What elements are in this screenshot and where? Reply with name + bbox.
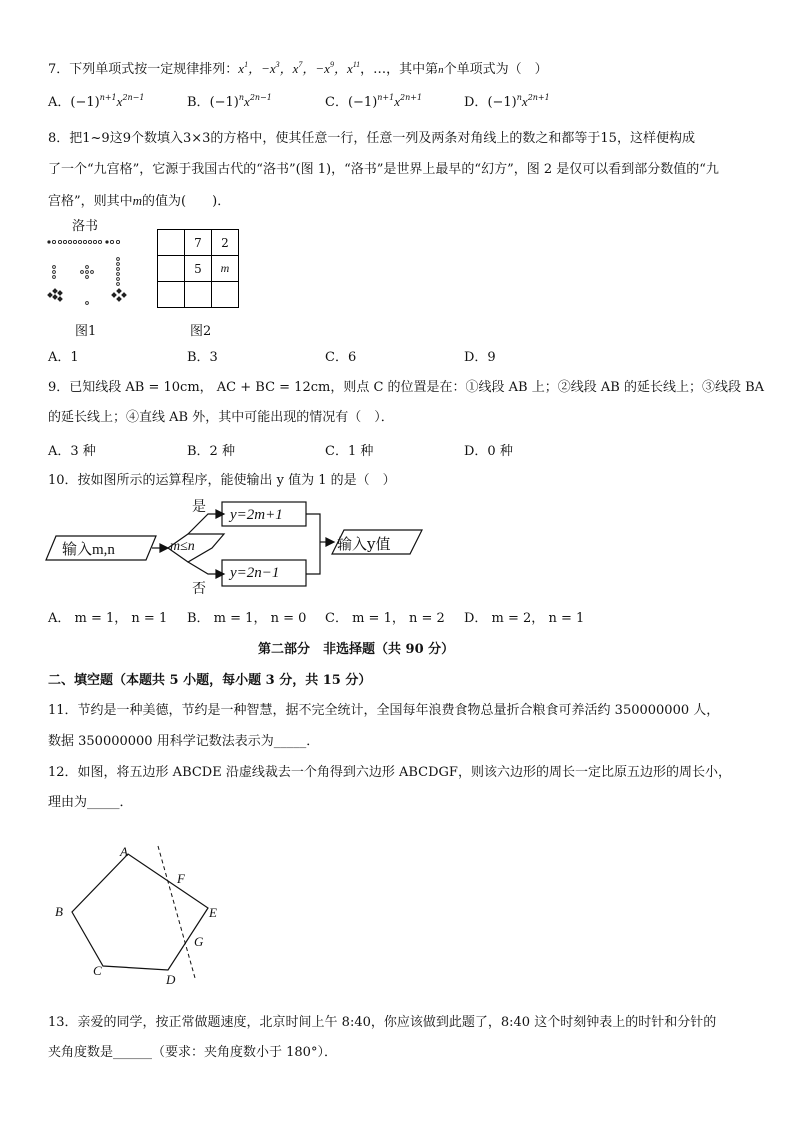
flow-no-formula: y=2n−1 [230,565,280,581]
q10-option-c[interactable]: C． m = 1， n = 2 [325,611,445,626]
vertex-d: D [166,972,176,987]
vertex-e: E [209,905,217,920]
q8-line-3: 宫格”，则其中m的值为( )． [48,193,231,209]
section-two-heading: 二、填空题（本题共 5 小题，每小题 3 分，共 15 分） [48,673,372,688]
q8-option-d[interactable]: D．9 [464,350,496,365]
flow-condition-label: m≤n [170,539,195,554]
q11-line-1: 11．节约是一种美德，节约是一种智慧，据不完全统计，全国每年浪费食物总量折合粮食可养活约 350000000 人， [48,703,720,718]
q13-line-1: 13．亲爱的同学，按正常做题速度，北京时间上午 8:40，你应该做到此题了，8:40 这个时刻钟表上的时针和分针的 [48,1015,717,1030]
grid-cell: 7 [185,230,212,256]
q7-term-2: ，$-x^3$ [248,60,280,76]
flow-yes-label: 是 [192,499,206,515]
q8-option-b[interactable]: B．3 [187,350,218,365]
vertex-f: F [177,871,185,886]
q8-line-2: 了一个“九宫格”，它源于我国古代的“洛书”(图 1)，“洛书”是世界上最早的“幻方”，图 2 是仅可以看到部分数值的“九 [48,162,719,177]
grid-cell: 2 [212,230,239,256]
vertex-a: A [120,844,128,859]
grid-cell [158,230,185,256]
q12-line-2: 理由为_____． [48,795,133,810]
nine-grid [157,229,239,308]
fig1-caption: 图1 [75,324,97,339]
q7-term-4: ，$-x^9$ [302,60,334,76]
q12-line-1: 12．如图，将五边形 ABCDE 沿虚线裁去一个角得到六边形 ABCDGF，则该六边形的周长一定比原五边形的周长小， [48,765,731,780]
flow-yes-formula: y=2m+1 [230,507,283,523]
q8-line-1: 8．把1~9这9个数填入3×3的方格中，使其任意一行，任意一列及两条对角线上的数之和都等于15，这样便构成 [48,131,695,146]
luoshu-title: 洛书 [72,219,99,234]
flow-input-label: 输入m,n [62,542,115,558]
q9-option-a[interactable]: A．3 种 [48,444,96,459]
fig2-caption: 图2 [190,324,212,339]
cut-line [158,846,195,978]
luoshu-figure [46,233,132,311]
q7-stem: 7．下列单项式按一定规律排列：$x^1$，$-x^3$，$x^7$，$-x^9$，$x^{11}$，…，其中第n个单项式为（ ） [48,60,548,77]
q9-option-b[interactable]: B．2 种 [187,444,235,459]
q8-option-a[interactable]: A．1 [48,350,79,365]
q10-stem: 10．按如图所示的运算程序，能使输出 y 值为 1 的是（ ） [48,473,396,488]
pentagon-figure [50,840,230,990]
q7-term-3: ，$x^7$ [279,60,303,76]
q7-ellipsis: ，…， [360,62,400,77]
grid-cell [212,282,239,308]
q9-option-d[interactable]: D．0 种 [464,444,513,459]
flow-output-label: 输入y值 [337,535,391,553]
grid-cell [158,282,185,308]
q10-option-a[interactable]: A． m = 1， n = 1 [48,611,168,626]
grid-cell [185,282,212,308]
q10-option-b[interactable]: B． m = 1， n = 0 [187,611,307,626]
flow-no-label: 否 [192,581,206,597]
q7-term-5: ，$x^{11}$ [333,60,361,76]
part-two-heading: 第二部分 非选择题（共 90 分） [258,642,455,657]
q7-option-c[interactable]: C．$(-1)^{n+1}x^{2n+1}$ [325,93,423,110]
q8-option-c[interactable]: C．6 [325,350,357,365]
pentagon-shape [72,854,208,970]
q13-line-2: 夹角度数是______（要求：夹角度数小于 180°）． [48,1045,337,1060]
q10-option-d[interactable]: D． m = 2， n = 1 [464,611,585,626]
q7-option-d[interactable]: D．$(-1)^nx^{2n+1}$ [464,93,550,110]
grid-cell: m [212,256,239,282]
vertex-c: C [93,963,102,978]
q7-option-a[interactable]: A．$(-1)^{n+1}x^{2n-1}$ [48,93,145,110]
q9-option-c[interactable]: C．1 种 [325,444,374,459]
q11-line-2: 数据 350000000 用科学记数法表示为_____． [48,734,320,749]
vertex-g: G [194,934,204,949]
vertex-b: B [55,904,63,919]
q9-line-1: 9．已知线段 AB = 10cm， AC + BC = 12cm，则点 C 的位置是在：①线段 AB 上；②线段 AB 的延长线上；③线段 BA [48,380,765,395]
q7-term-1: $x^1$ [238,60,249,76]
grid-cell [158,256,185,282]
q9-line-2: 的延长线上；④直线 AB 外，其中可能出现的情况有（ ）． [48,410,394,425]
grid-cell: 5 [185,256,212,282]
q7-option-b[interactable]: B．$(-1)^nx^{2n-1}$ [187,93,272,110]
